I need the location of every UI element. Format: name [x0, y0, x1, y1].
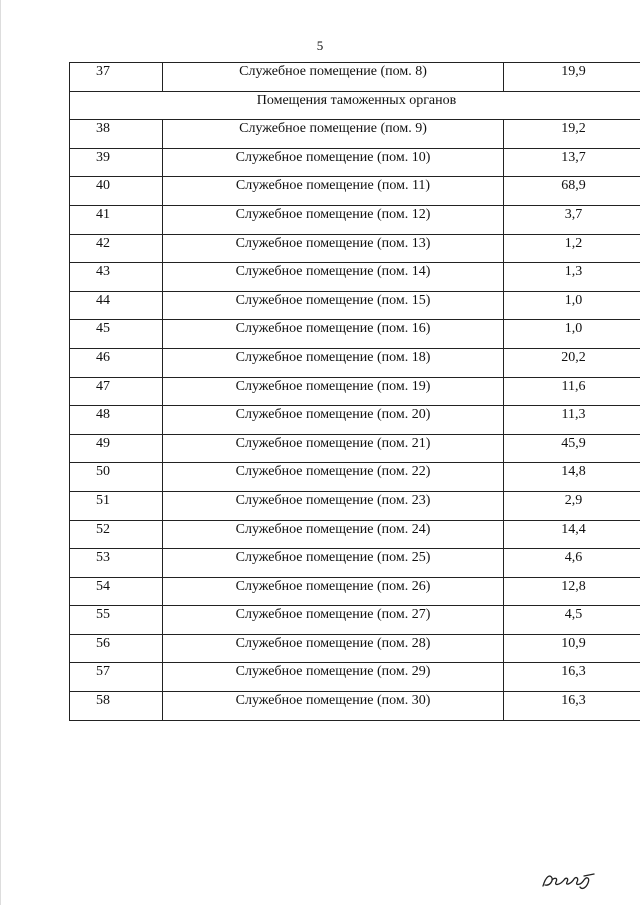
room-area: 2,9: [504, 491, 640, 520]
room-name: Служебное помещение (пом. 11): [163, 177, 504, 206]
table-row: [70, 606, 640, 635]
room-name: Служебное помещение (пом. 15): [163, 291, 504, 320]
room-area: 14,8: [504, 463, 640, 492]
room-name: Служебное помещение (пом. 24): [163, 520, 504, 549]
row-number: 41: [70, 205, 163, 234]
room-name: Служебное помещение (пом. 22): [163, 463, 504, 492]
table-row: [70, 205, 640, 234]
room-area: 1,0: [504, 291, 640, 320]
rooms-table: [69, 62, 640, 721]
room-name: Служебное помещение (пом. 8): [163, 63, 504, 92]
row-number: 51: [70, 491, 163, 520]
room-area: 1,3: [504, 263, 640, 292]
table-row: [70, 549, 640, 578]
room-area: 11,6: [504, 377, 640, 406]
room-area: 45,9: [504, 434, 640, 463]
row-number: 47: [70, 377, 163, 406]
room-area: 19,2: [504, 120, 640, 149]
room-name: Служебное помещение (пом. 26): [163, 577, 504, 606]
table-row: [70, 692, 640, 721]
room-area: 14,4: [504, 520, 640, 549]
row-number: 44: [70, 291, 163, 320]
table-row: [70, 120, 640, 149]
room-area: 20,2: [504, 348, 640, 377]
room-name: Служебное помещение (пом. 13): [163, 234, 504, 263]
room-area: 11,3: [504, 406, 640, 435]
room-name: Служебное помещение (пом. 25): [163, 549, 504, 578]
table-row: [70, 348, 640, 377]
table-row: [70, 291, 640, 320]
row-number: 54: [70, 577, 163, 606]
row-number: 42: [70, 234, 163, 263]
room-name: Служебное помещение (пом. 9): [163, 120, 504, 149]
room-area: 16,3: [504, 663, 640, 692]
room-area: 13,7: [504, 148, 640, 177]
table-row: [70, 577, 640, 606]
room-name: Служебное помещение (пом. 10): [163, 148, 504, 177]
room-area: 19,9: [504, 63, 640, 92]
room-area: 68,9: [504, 177, 640, 206]
table-row: [70, 177, 640, 206]
table-row: [70, 63, 640, 92]
row-number: 45: [70, 320, 163, 349]
room-name: Служебное помещение (пом. 12): [163, 205, 504, 234]
room-name: Служебное помещение (пом. 14): [163, 263, 504, 292]
table-row: [70, 377, 640, 406]
table-row: [70, 520, 640, 549]
room-name: Служебное помещение (пом. 28): [163, 634, 504, 663]
row-number: 49: [70, 434, 163, 463]
section-title: Помещения таможенных органов: [70, 91, 640, 120]
scan-edge-line: [0, 0, 1, 905]
room-name: Служебное помещение (пом. 21): [163, 434, 504, 463]
room-name: Служебное помещение (пом. 19): [163, 377, 504, 406]
row-number: 37: [70, 63, 163, 92]
rooms-table-body: [70, 63, 640, 721]
room-area: 12,8: [504, 577, 640, 606]
room-name: Служебное помещение (пом. 16): [163, 320, 504, 349]
table-row: [70, 406, 640, 435]
row-number: 58: [70, 692, 163, 721]
room-area: 1,0: [504, 320, 640, 349]
row-number: 50: [70, 463, 163, 492]
room-name: Служебное помещение (пом. 27): [163, 606, 504, 635]
row-number: 48: [70, 406, 163, 435]
room-area: 3,7: [504, 205, 640, 234]
row-number: 38: [70, 120, 163, 149]
room-area: 1,2: [504, 234, 640, 263]
table-row: [70, 663, 640, 692]
table-row: [70, 434, 640, 463]
table-row: [70, 320, 640, 349]
room-area: 10,9: [504, 634, 640, 663]
room-area: 16,3: [504, 692, 640, 721]
handwritten-initials: [540, 868, 598, 892]
row-number: 46: [70, 348, 163, 377]
table-row: [70, 263, 640, 292]
room-name: Служебное помещение (пом. 23): [163, 491, 504, 520]
room-name: Служебное помещение (пом. 18): [163, 348, 504, 377]
row-number: 43: [70, 263, 163, 292]
table-row: [70, 634, 640, 663]
table-row: [70, 463, 640, 492]
row-number: 39: [70, 148, 163, 177]
row-number: 53: [70, 549, 163, 578]
row-number: 40: [70, 177, 163, 206]
table-row: [70, 234, 640, 263]
room-name: Служебное помещение (пом. 30): [163, 692, 504, 721]
table-row: [70, 148, 640, 177]
page-number: 5: [316, 38, 324, 53]
room-area: 4,5: [504, 606, 640, 635]
row-number: 57: [70, 663, 163, 692]
room-name: Служебное помещение (пом. 29): [163, 663, 504, 692]
row-number: 56: [70, 634, 163, 663]
row-number: 52: [70, 520, 163, 549]
row-number: 55: [70, 606, 163, 635]
table-row: [70, 491, 640, 520]
room-name: Служебное помещение (пом. 20): [163, 406, 504, 435]
section-header-row: [70, 91, 640, 120]
room-area: 4,6: [504, 549, 640, 578]
